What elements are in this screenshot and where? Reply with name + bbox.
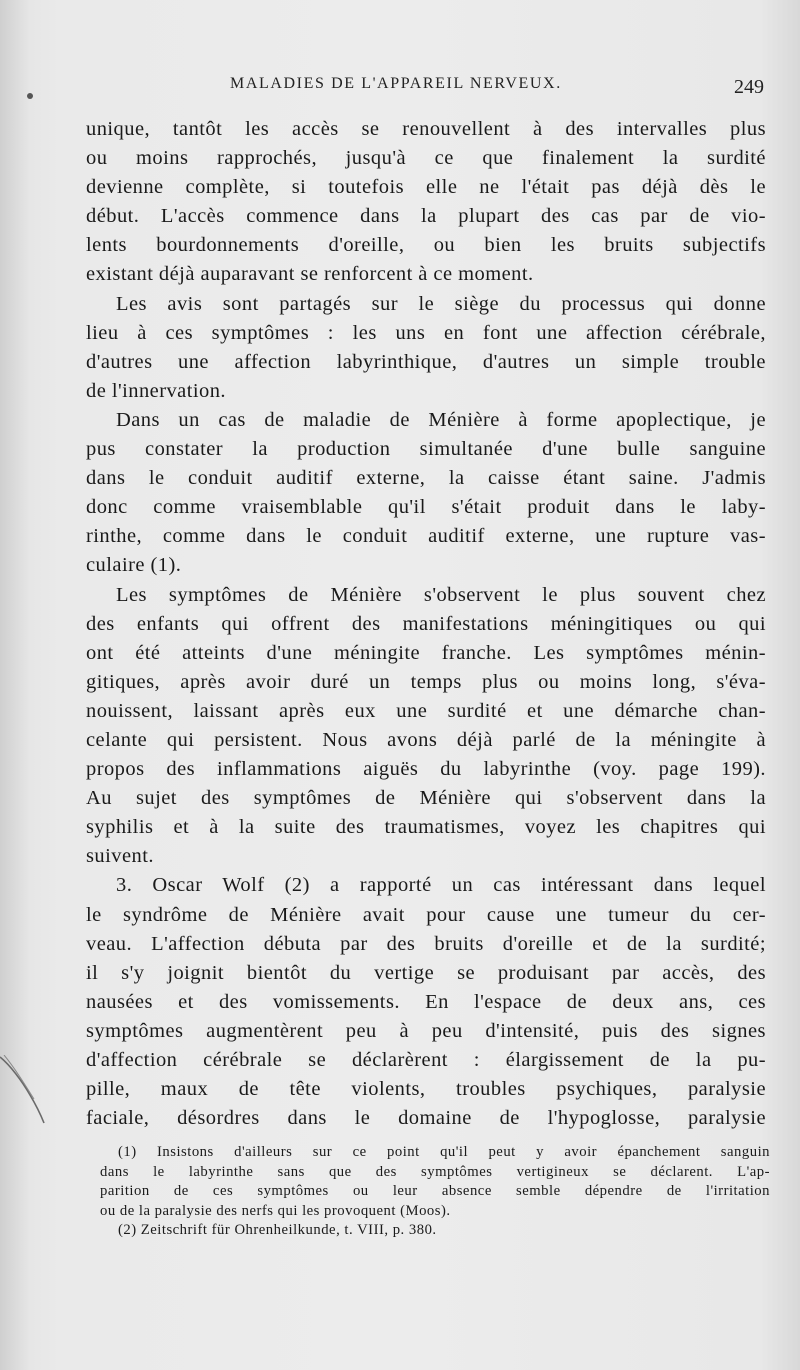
text-line: d'autres une affection labyrinthique, d'autres un simple trouble [86, 350, 766, 373]
text-line: celante qui persistent. Nous avons déjà parlé de la méningite à [86, 728, 766, 751]
text-line: d'affection cérébrale se déclarèrent : élargissement de la pu- [86, 1049, 766, 1071]
text-line: le syndrôme de Ménière avait pour cause une tumeur du cer- [86, 903, 766, 926]
text-line: veau. L'affection débuta par des bruits d'oreille et de la surdité; [86, 932, 766, 955]
text-line: lieu à ces symptômes : les uns en font une affection cérébrale, [86, 321, 766, 344]
text-line: 3. Oscar Wolf (2) a rapporté un cas intéressant dans lequel [116, 874, 766, 897]
text-line: Dans un cas de maladie de Ménière à forme apoplectique, je [116, 408, 766, 431]
footnote-line: (1) Insistons d'ailleurs sur ce point qu'il peut y avoir épanchement sanguin [118, 1144, 770, 1160]
text-line: faciale, désordres dans le domaine de l'hypoglosse, paralysie [86, 1107, 766, 1130]
text-line: lents bourdonnements d'oreille, ou bien les bruits subjectifs [86, 234, 766, 257]
text-line: il s'y joignit bientôt du vertige se produisant par accès, des [86, 961, 766, 984]
text-line: pus constater la production simultanée d'une bulle sanguine [86, 438, 766, 461]
footnotes [100, 1143, 770, 1241]
text-line: syphilis et à la suite des traumatismes, voyez les chapitres qui [86, 816, 766, 839]
text-line: des enfants qui offrent des manifestations méningitiques ou qui [86, 612, 766, 635]
text-line: existant déjà auparavant se renforcent à ce moment. [86, 263, 534, 286]
text-line: début. L'accès commence dans la plupart des cas par de vio- [86, 205, 766, 228]
text-line: dans le conduit auditif externe, la caisse étant saine. J'admis [86, 467, 766, 490]
footnote-line: parition de ces symptômes ou leur absence semble dépendre de l'irritation [100, 1183, 770, 1200]
text-line: ou moins rapprochés, jusqu'à ce que finalement la surdité [86, 147, 766, 170]
text-line: Au sujet des symptômes de Ménière qui s'observent dans la [86, 787, 766, 810]
page-number: 249 [734, 76, 764, 98]
text-line: propos des inflammations aiguës du labyrinthe (voy. page 199). [86, 758, 766, 781]
text-line: Les symptômes de Ménière s'observent le plus souvent chez [116, 583, 766, 606]
text-line: Les avis sont partagés sur le siège du processus qui donne [116, 292, 766, 315]
text-line: symptômes augmentèrent peu à peu d'intensité, puis des signes [86, 1019, 766, 1042]
paper-tear-mark [0, 1055, 55, 1125]
footnote-line: (2) Zeitschrift für Ohrenheilkunde, t. VIII, p. 380. [118, 1222, 437, 1239]
text-line: gitiques, après avoir duré un temps plus ou moins long, s'éva- [86, 670, 766, 693]
footnote-line: ou de la paralysie des nerfs qui les provoquent (Moos). [100, 1202, 451, 1219]
ink-spot [27, 93, 33, 99]
text-line: culaire (1). [86, 554, 182, 577]
text-line: suivent. [86, 845, 154, 868]
text-line: unique, tantôt les accès se renouvellent à des intervalles plus [86, 118, 766, 140]
running-title: MALADIES DE L'APPAREIL NERVEUX. [230, 75, 562, 92]
text-line: donc comme vraisemblable qu'il s'était produit dans le laby- [86, 496, 766, 519]
text-line: rinthe, comme dans le conduit auditif externe, une rupture vas- [86, 525, 766, 548]
body-text [86, 115, 766, 1133]
text-line: devienne complète, si toutefois elle ne l'était pas déjà dès le [86, 176, 766, 199]
text-line: nouissent, laissant après eux une surdité et une démarche chan- [86, 699, 766, 722]
text-line: pille, maux de tête violents, troubles psychiques, paralysie [86, 1078, 766, 1101]
footnote-line: dans le labyrinthe sans que des symptômes vertigineux se déclarent. L'ap- [100, 1163, 770, 1180]
text-line: de l'innervation. [86, 379, 226, 402]
text-line: nausées et des vomissements. En l'espace de deux ans, ces [86, 990, 766, 1013]
text-line: ont été atteints d'une méningite franche. Les symptômes ménin- [86, 641, 766, 664]
